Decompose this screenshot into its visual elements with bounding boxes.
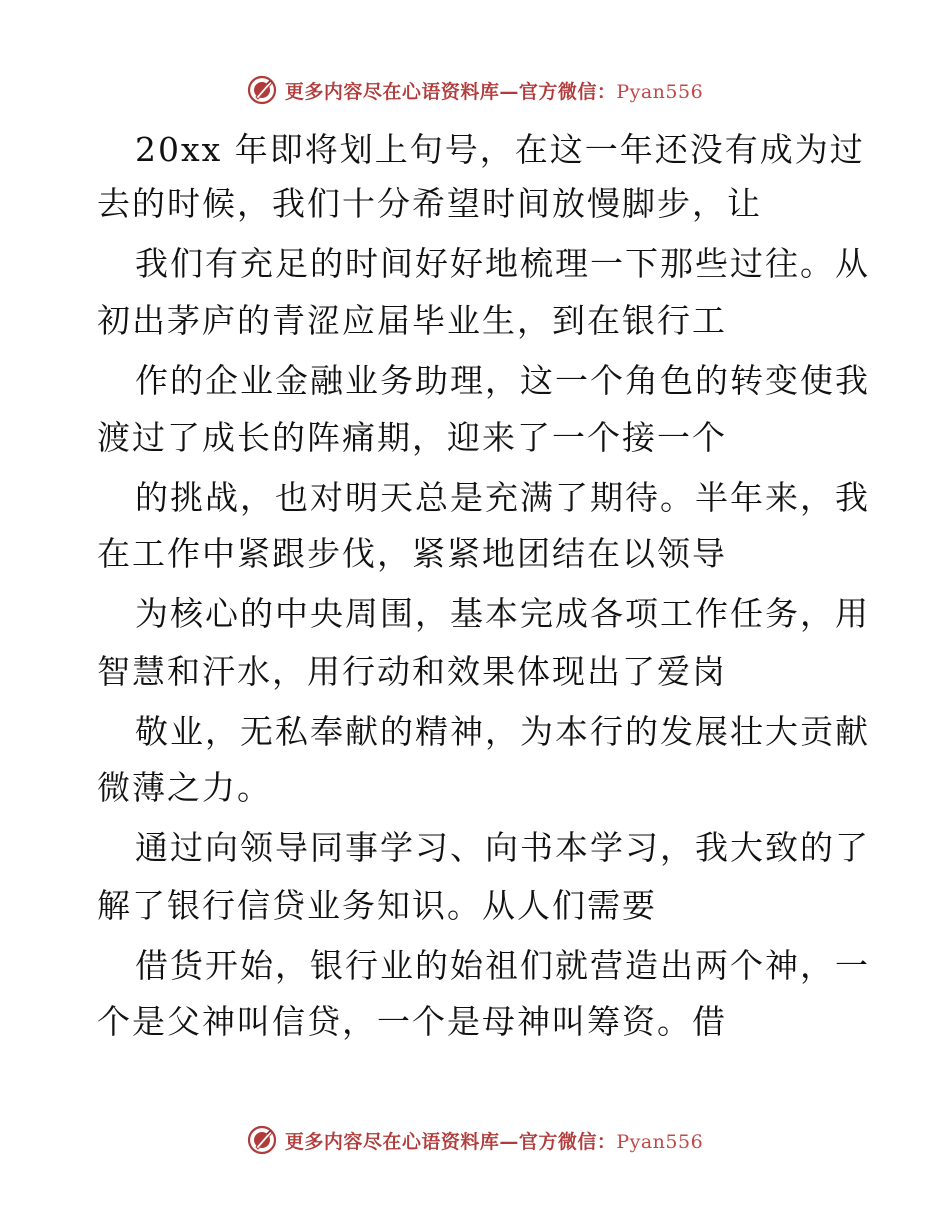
text-line: 在工作中紧跟步伐，紧紧地团结在以领导	[97, 534, 727, 573]
text-line: 解了银行信贷业务知识。从人们需要	[97, 886, 657, 925]
text-line: 借货开始，银行业的始祖们就营造出两个神，一	[135, 946, 870, 985]
text-line: 智慧和汗水，用行动和效果体现出了爱岗	[97, 652, 727, 691]
text-line: 通过向领导同事学习、向书本学习，我大致的了	[135, 828, 870, 867]
text-line: 20xx 年即将划上句号，在这一年还没有成为过	[135, 130, 865, 169]
quill-pen-logo-icon	[247, 75, 277, 105]
text-line: 初出茅庐的青涩应届毕业生，到在银行工	[97, 301, 727, 340]
header-banner-text: 更多内容尽在心语资料库—官方微信：Pyan556	[284, 80, 704, 103]
footer-banner-text: 更多内容尽在心语资料库—官方微信：Pyan556	[284, 1130, 704, 1153]
text-line: 微薄之力。	[97, 768, 272, 807]
footer-wechat-id: Pyan556	[616, 1130, 704, 1153]
text-line: 我们有充足的时间好好地梳理一下那些过往。从	[135, 244, 870, 283]
header-wechat-id: Pyan556	[616, 80, 704, 103]
text-line: 的挑战，也对明天总是充满了期待。半年来，我	[135, 478, 870, 517]
header-banner	[0, 70, 950, 110]
text-line: 渡过了成长的阵痛期，迎来了一个接一个	[97, 418, 727, 457]
text-line: 为核心的中央周围，基本完成各项工作任务，用	[135, 594, 870, 633]
text-line: 作的企业金融业务助理，这一个角色的转变使我	[135, 361, 870, 400]
text-line: 个是父神叫信贷，一个是母神叫筹资。借	[97, 1002, 727, 1041]
quill-pen-logo-icon	[247, 1125, 277, 1155]
text-line: 敬业，无私奉献的精神，为本行的发展壮大贡献	[135, 712, 870, 751]
text-line: 去的时候，我们十分希望时间放慢脚步，让	[97, 184, 762, 223]
footer-banner	[0, 1120, 950, 1160]
